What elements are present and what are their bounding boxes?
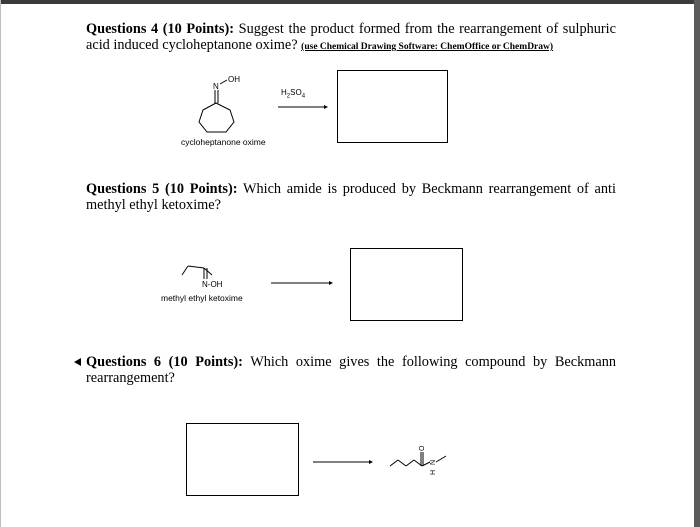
- question-5: [86, 181, 616, 213]
- window-left-edge: [0, 0, 1, 527]
- window-top-border: [0, 0, 700, 4]
- reagent-h2so4: $H_2SO_4$: [281, 88, 306, 100]
- reaction-arrow-3: [313, 458, 373, 466]
- amide-o-atom: O: [419, 445, 426, 451]
- cycloheptanone-oxime-structure: [190, 72, 260, 138]
- answer-box-q4[interactable]: [337, 70, 448, 143]
- question-4-note: (use Chemical Drawing Software: ChemOffice or ChemDraw): [301, 42, 554, 52]
- question-4: [86, 21, 616, 55]
- oxime-oh-group: OH: [228, 75, 240, 84]
- question-4-text: Suggest the product formed from the rearrangement of sulphuric acid induced cycloheptanone oxime?: [86, 21, 617, 53]
- cycloheptanone-oxime-label: cycloheptanone oxime: [181, 137, 266, 147]
- question-5-text: Which amide is produced by Beckmann rearrangement of anti methyl ethyl ketoxime?: [86, 181, 616, 213]
- amide-h-atom: H: [430, 469, 437, 475]
- question-5-heading: Questions 5 (10 Points):: [86, 181, 238, 197]
- reaction-arrow-2: [271, 279, 333, 287]
- ketoxime-noh-group: N-OH: [202, 280, 223, 289]
- collapse-triangle-icon[interactable]: [74, 358, 81, 366]
- question-6: [86, 354, 616, 386]
- answer-box-q6[interactable]: [186, 423, 299, 496]
- question-6-heading: Questions 6 (10 Points):: [86, 354, 243, 370]
- amide-n-atom: N: [430, 459, 437, 465]
- question-6-text: Which oxime gives the following compound by Beckmann rearrangement?: [86, 354, 616, 386]
- methyl-ethyl-ketoxime-structure: [178, 262, 238, 296]
- reaction-arrow-1: [278, 103, 328, 111]
- amide-product-structure: [388, 438, 454, 480]
- answer-box-q5[interactable]: [350, 248, 463, 321]
- methyl-ethyl-ketoxime-label: methyl ethyl ketoxime: [161, 293, 243, 303]
- oxime-n-atom: N: [213, 82, 219, 91]
- question-4-heading: Questions 4 (10 Points):: [86, 21, 235, 37]
- window-right-border: [694, 0, 700, 527]
